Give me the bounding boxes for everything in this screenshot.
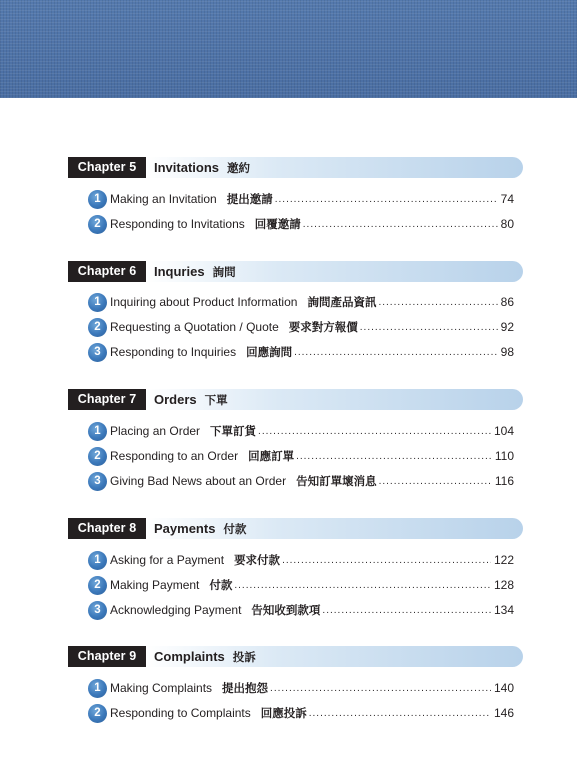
chapter-title [154, 518, 246, 541]
entry-number-badge: 2 [88, 576, 107, 595]
chapter-header [68, 261, 523, 282]
chapter-header [68, 389, 523, 410]
entry-title-zh: 要求對方報價 [288, 322, 358, 334]
entry-title-zh: 告知收到款項 [251, 605, 321, 617]
toc-entry[interactable] [88, 190, 514, 210]
entry-number-badge: 3 [88, 472, 107, 491]
toc-entry[interactable] [88, 679, 514, 699]
entry-title-zh: 回應詢問 [246, 347, 293, 359]
chapter-title [154, 646, 256, 669]
page-number: 86 [500, 295, 514, 309]
entry-number-badge: 1 [88, 190, 107, 209]
chapter-title-zh: 投訴 [232, 652, 256, 664]
page-number: 140 [493, 681, 514, 695]
toc-entry[interactable] [88, 293, 514, 313]
chapter-label: Chapter 9 [68, 646, 146, 667]
chapter-title [154, 157, 250, 180]
entry-number-badge: 3 [88, 601, 107, 620]
header-banner [0, 0, 577, 98]
leader-dots [275, 190, 498, 209]
toc-entry[interactable] [88, 422, 514, 442]
leader-dots [378, 293, 497, 312]
entry-number-badge: 1 [88, 551, 107, 570]
leader-dots [294, 343, 498, 362]
entry-title-en: Requesting a Quotation / Quote [110, 320, 279, 334]
chapter-title-en: Complaints [154, 649, 225, 664]
entry-title-zh: 下單訂貨 [210, 426, 257, 438]
entry-number-badge: 1 [88, 679, 107, 698]
page-number: 146 [493, 706, 514, 720]
chapter-label: Chapter 5 [68, 157, 146, 178]
chapter-title-zh: 付款 [223, 524, 247, 536]
page-number: 134 [493, 603, 514, 617]
chapter-header [68, 518, 523, 539]
leader-dots [379, 472, 492, 491]
chapter-label: Chapter 6 [68, 261, 146, 282]
leader-dots [322, 601, 491, 620]
entry-title-en: Responding to Inquiries [110, 345, 237, 359]
chapter-title-en: Orders [154, 392, 197, 407]
toc-entry[interactable] [88, 576, 514, 596]
chapter-title-en: Inquries [154, 264, 205, 279]
entry-number-badge: 2 [88, 447, 107, 466]
page-number: 110 [494, 449, 514, 463]
page-number: 104 [493, 424, 514, 438]
page-number: 92 [500, 320, 514, 334]
entry-title-zh: 提出抱怨 [222, 683, 269, 695]
leader-dots [270, 679, 491, 698]
toc-entry[interactable] [88, 318, 514, 338]
chapter-title-zh: 下單 [204, 395, 228, 407]
chapter-header [68, 646, 523, 667]
entry-title-zh: 要求付款 [234, 555, 281, 567]
chapter-title-zh: 詢問 [212, 267, 236, 279]
entry-title-zh: 提出邀請 [226, 194, 273, 206]
leader-dots [360, 318, 498, 337]
entry-title-en: Placing an Order [110, 424, 201, 438]
chapter-label: Chapter 7 [68, 389, 146, 410]
entry-title-zh: 付款 [209, 580, 233, 592]
entry-number-badge: 3 [88, 343, 107, 362]
toc-entry[interactable] [88, 447, 514, 467]
leader-dots [282, 551, 491, 570]
entry-title-zh: 回應訂單 [248, 451, 295, 463]
chapter-header [68, 157, 523, 178]
entry-title-en: Making Complaints [110, 681, 213, 695]
page-number: 122 [493, 553, 514, 567]
leader-dots [303, 215, 498, 234]
entry-title-zh: 回應投訴 [260, 708, 307, 720]
entry-title-en: Responding to an Order [110, 449, 239, 463]
chapter-title [154, 389, 228, 412]
entry-title-en: Giving Bad News about an Order [110, 474, 287, 488]
toc-entry[interactable] [88, 704, 514, 724]
entry-title-en: Acknowledging Payment [110, 603, 242, 617]
leader-dots [234, 576, 491, 595]
entry-title-en: Inquiring about Product Information [110, 295, 298, 309]
chapter-title [154, 261, 236, 284]
page-number: 80 [500, 217, 514, 231]
entry-number-badge: 2 [88, 318, 107, 337]
chapter-title-zh: 邀約 [227, 163, 251, 175]
leader-dots [258, 422, 491, 441]
chapter-title-en: Payments [154, 521, 216, 536]
toc-entry[interactable] [88, 343, 514, 363]
page-number: 116 [494, 474, 514, 488]
page-number: 74 [500, 192, 514, 206]
toc-entry[interactable] [88, 551, 514, 571]
entry-title-zh: 回覆邀請 [254, 219, 301, 231]
toc-entry[interactable] [88, 472, 514, 492]
entry-number-badge: 1 [88, 293, 107, 312]
entry-number-badge: 2 [88, 215, 107, 234]
toc-entry[interactable] [88, 601, 514, 621]
page-number: 128 [493, 578, 514, 592]
entry-title-zh: 告知訂單壞消息 [296, 476, 377, 488]
entry-title-en: Responding to Complaints [110, 706, 251, 720]
toc-entry[interactable] [88, 215, 514, 235]
entry-title-en: Responding to Invitations [110, 217, 245, 231]
chapter-title-en: Invitations [154, 160, 220, 175]
leader-dots [296, 447, 492, 466]
leader-dots [309, 704, 491, 723]
entry-number-badge: 2 [88, 704, 107, 723]
entry-title-zh: 詢問產品資訊 [307, 297, 377, 309]
entry-title-en: Asking for a Payment [110, 553, 225, 567]
entry-number-badge: 1 [88, 422, 107, 441]
entry-title-en: Making Payment [110, 578, 200, 592]
chapter-label: Chapter 8 [68, 518, 146, 539]
page-number: 98 [500, 345, 514, 359]
entry-title-en: Making an Invitation [110, 192, 217, 206]
